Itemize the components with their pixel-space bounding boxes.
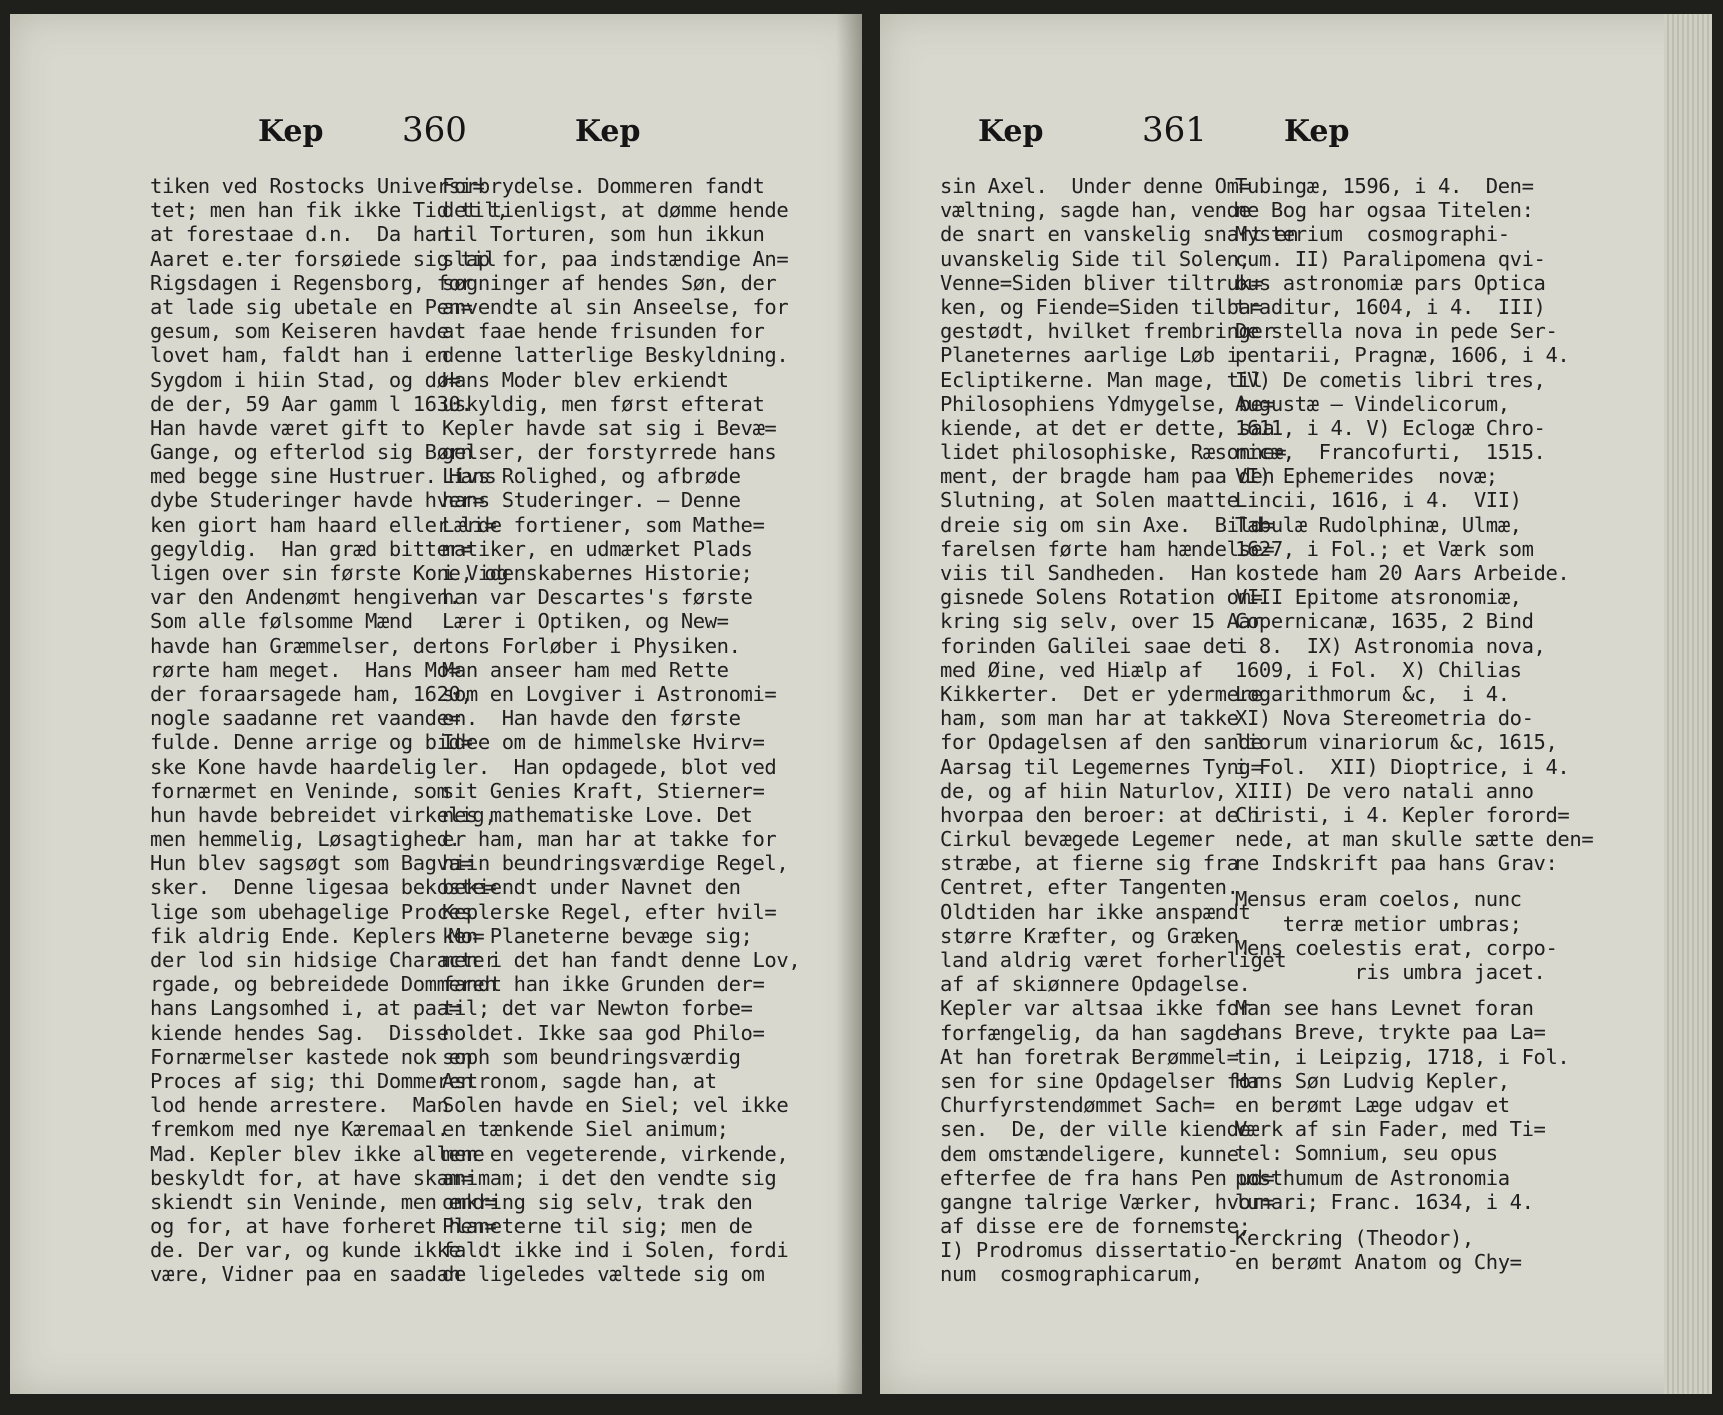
text-line: men en vegeterende, virkende, xyxy=(442,1141,789,1166)
text-line: Mysterium cosmographi- xyxy=(1235,222,1510,247)
text-line: Slutning, at Solen maatte xyxy=(940,488,1239,513)
text-line: havde han Græmmelser, der xyxy=(150,633,449,658)
text-line: rgade, og bebreidede Dommeren xyxy=(150,972,497,997)
text-line: sit Genies Kraft, Stierner= xyxy=(442,778,765,803)
text-line: tons Forløber i Physiken. xyxy=(442,633,741,658)
text-line: holdet. Ikke saa god Philo= xyxy=(442,1020,765,1045)
text-line: ken giort ham haard eller li= xyxy=(150,512,497,537)
text-line: anvendte al sin Anseelse, for xyxy=(442,294,789,319)
text-line: er ham, man har at takke for xyxy=(442,827,777,852)
text-line: terræ metior umbras; xyxy=(1235,911,1522,936)
text-line: ske Kone havde haardelig xyxy=(150,754,437,779)
text-line: Mens coelestis erat, corpo- xyxy=(1235,935,1558,960)
text-line: gangne talrige Værker, hvor= xyxy=(940,1189,1275,1214)
text-line: XIII) De vero natali anno xyxy=(1235,778,1534,803)
text-line: At han foretrak Berømmel= xyxy=(940,1044,1239,1069)
left-page xyxy=(10,14,862,1394)
text-line: beskyldt for, at have skam= xyxy=(150,1165,473,1190)
text-line: dem omstændeligere, kunne xyxy=(940,1141,1239,1166)
text-line: land aldrig været forherliget xyxy=(940,948,1287,972)
text-line: Kepler havde sat sig i Bevæ= xyxy=(442,415,777,440)
text-line: de, og af hiin Naturlov, xyxy=(940,778,1227,803)
text-line: bekiendt under Navnet den xyxy=(442,875,741,900)
text-line: af disse ere de fornemste; xyxy=(940,1214,1251,1239)
text-line: soph som beundringsværdig xyxy=(442,1044,741,1069)
text-line: Forbrydelse. Dommeren fandt xyxy=(442,174,765,198)
text-line: de der, 59 Aar gamm l 1630. xyxy=(150,391,473,416)
text-line: Centret, efter Tangenten. xyxy=(940,875,1239,900)
text-line: nogle saadanne ret vaande= xyxy=(150,706,461,731)
text-line: de ligeledes væltede sig om xyxy=(442,1262,765,1287)
text-line: fulde. Denne arrige og bid= xyxy=(150,730,473,755)
text-line: I) Prodromus dissertatio- xyxy=(940,1238,1239,1263)
text-line: de. Der var, og kunde ikke xyxy=(150,1238,461,1263)
text-line: Venne=Siden bliver tiltruk= xyxy=(940,270,1263,295)
text-line: større Kræfter, og Græken xyxy=(940,923,1239,948)
paragraph-gap xyxy=(1235,1214,1535,1226)
text-line: Livs Rolighed, og afbrøde xyxy=(442,464,741,489)
text-line: Som alle følsomme Mænd xyxy=(150,609,413,634)
text-line: rørte ham meget. Hans Mo= xyxy=(150,657,461,682)
text-line: ne Bog har ogsaa Titelen: xyxy=(1235,198,1534,223)
text-line: kostede ham 20 Aars Arbeide. xyxy=(1235,561,1570,585)
text-line: Copernicanæ, 1635, 2 Bind xyxy=(1235,609,1534,634)
text-line: tin, i Leipzig, 1718, i Fol. xyxy=(1235,1044,1570,1069)
text-line: at faae hende frisunden for xyxy=(442,319,765,344)
text-line: Churfyrstendømmet Sach= xyxy=(940,1093,1215,1118)
text-line: nicæ, Francofurti, 1515. xyxy=(1235,440,1546,465)
page-number: 360 xyxy=(402,110,467,150)
text-line: en berømt Læge udgav et xyxy=(1235,1092,1510,1117)
text-line: ment, der bragde ham paa den xyxy=(940,464,1275,489)
text-line: Ecliptikerne. Man mage, til xyxy=(940,367,1263,392)
text-line: slap for, paa indstændige An= xyxy=(442,246,789,271)
text-line: viis til Sandheden. Han xyxy=(940,561,1227,585)
text-line: Idee om de himmelske Hvirv= xyxy=(442,730,765,755)
text-line: Mad. Kepler blev ikke allene xyxy=(150,1141,485,1166)
text-line: Aaret e.ter forsøiede sig til xyxy=(150,246,497,271)
text-line: cum. II) Paralipomena qvi- xyxy=(1235,246,1546,271)
text-line: for Opdagelsen af den sande xyxy=(940,730,1263,755)
text-line: kiende hendes Sag. Disse xyxy=(150,1020,449,1045)
text-line: faldt ikke ind i Solen, fordi xyxy=(442,1238,789,1263)
text-line: Solen havde en Siel; vel ikke xyxy=(442,1093,789,1118)
text-line: lod hende arrestere. Man xyxy=(150,1093,449,1118)
text-line: tet; men han fik ikke Tid til, xyxy=(150,198,509,223)
text-line: lidet philosophiske, Ræsonne= xyxy=(940,440,1287,465)
text-line: stræbe, at fierne sig fra xyxy=(940,851,1239,876)
text-line: posthumum de Astronomia xyxy=(1235,1165,1510,1190)
text-line: uvanskelig Side til Solen; xyxy=(940,246,1251,271)
text-line: det tienligst, at dømme hende xyxy=(442,198,789,223)
text-line: Kikkerter. Det er ydermere xyxy=(940,681,1263,706)
text-line: at forestaae d.n. Da han xyxy=(150,222,449,247)
text-line: Tabulæ Rudolphinæ, Ulmæ, xyxy=(1235,512,1522,537)
text-line: sen for sine Opdagelser for xyxy=(940,1068,1263,1093)
text-line: at lade sig ubetale en Pen= xyxy=(150,294,473,319)
text-line: forfængelig, da han sagde: xyxy=(940,1020,1251,1045)
text-line: dybe Studeringer havde hver= xyxy=(150,488,485,513)
text-line: tel: Somnium, seu opus xyxy=(1235,1141,1498,1166)
text-line: men hemmelig, Løsagtighed. xyxy=(150,827,461,852)
text-line: Hans Moder blev erkiendt xyxy=(442,367,729,392)
text-line: VIII Epitome atsronomiæ, xyxy=(1235,585,1522,610)
text-line: hun havde bebreidet virkelig, xyxy=(150,802,497,827)
text-line: hiin beundringsværdige Regel, xyxy=(442,851,789,876)
text-line: pentarii, Pragnæ, 1606, i 4. xyxy=(1235,343,1570,368)
text-line: gelser, der forstyrrede hans xyxy=(442,440,777,465)
text-line: uskyldig, men først efterat xyxy=(442,391,765,416)
text-line: ne Indskrift paa hans Grav: xyxy=(1235,851,1558,876)
text-line: VI) Ephemerides novæ; xyxy=(1235,464,1498,489)
text-line: Kepler var altsaa ikke for xyxy=(940,996,1251,1021)
text-line: lovet ham, faldt han i en xyxy=(150,343,449,368)
text-line: 1609, i Fol. X) Chilias xyxy=(1235,657,1522,682)
text-line: Proces af sig; thi Dommeren xyxy=(150,1068,473,1093)
text-line: 1611, i 4. V) Eclogæ Chro- xyxy=(1235,415,1546,440)
text-line: ris umbra jacet. xyxy=(1235,960,1546,984)
text-line: Kerckring (Theodor), xyxy=(1235,1225,1474,1250)
text-line: som en Lovgiver i Astronomi= xyxy=(442,681,777,706)
text-line: i 8. IX) Astronomia nova, xyxy=(1235,633,1546,658)
text-line: Oldtiden har ikke anspændt xyxy=(940,899,1251,924)
text-line: gegyldig. Han græd bitter= xyxy=(150,536,473,561)
text-line: De stella nova in pede Ser- xyxy=(1235,319,1558,344)
text-line: Planeternes aarlige Løb i xyxy=(940,343,1239,368)
text-line: Gange, og efterlod sig Børn xyxy=(150,440,473,465)
text-line: hans Langsomhed i, at paa= xyxy=(150,996,461,1021)
text-line: animam; i det den vendte sig xyxy=(442,1165,777,1190)
text-line: matiker, en udmærket Plads xyxy=(442,536,753,561)
text-line: XI) Nova Stereometria do- xyxy=(1235,706,1534,731)
text-line: Rigsdagen i Regensborg, for xyxy=(150,270,473,295)
running-head-left: Kep xyxy=(258,114,324,149)
text-line: Man see hans Levnet foran xyxy=(1235,996,1534,1021)
text-line: var den Andenømt hengiven. xyxy=(150,585,461,610)
text-line: Philosophiens Ydmygelse, be= xyxy=(940,391,1275,416)
text-line: en berømt Anatom og Chy= xyxy=(1235,1250,1522,1275)
text-line: liorum vinariorum &c, 1615, xyxy=(1235,730,1558,755)
text-line: lige som ubehagelige Proces xyxy=(150,899,473,924)
text-line: sen. De, der ville kiende xyxy=(940,1117,1251,1142)
text-line: Mensus eram coelos, nunc xyxy=(1235,887,1522,912)
paragraph-gap xyxy=(1235,984,1535,996)
text-line: i Videnskabernes Historie; xyxy=(442,561,753,585)
text-line: Planeterne til sig; men de xyxy=(442,1214,753,1239)
text-column-2 xyxy=(442,174,801,1287)
text-line: han var Descartes's første xyxy=(442,585,753,610)
text-line: der foraarsagede ham, 1620, xyxy=(150,681,473,706)
text-line: med Øine, ved Hiælp af xyxy=(940,657,1203,682)
text-line: ler. Han opdagede, blot ved xyxy=(442,754,777,779)
text-line: Astronom, sagde han, at xyxy=(442,1068,717,1093)
text-line: fremkom med nye Kæremaal. xyxy=(150,1117,449,1142)
running-head-left: Kep xyxy=(978,114,1044,149)
text-line: Hans Søn Ludvig Kepler, xyxy=(1235,1068,1510,1093)
text-line: ken Planeterne bevæge sig; xyxy=(442,923,753,948)
text-line: Man anseer ham med Rette xyxy=(442,657,729,682)
text-line: gisnede Solens Rotation om= xyxy=(940,585,1263,610)
text-line: Tubingæ, 1596, i 4. Den= xyxy=(1235,174,1534,198)
text-line: IV) De cometis libri tres, xyxy=(1235,367,1546,392)
text-line: Augustæ — Vindelicorum, xyxy=(1235,391,1510,416)
text-line: Cirkul bevægede Legemer xyxy=(940,827,1215,852)
text-line: efterfee de fra hans Pen ud= xyxy=(940,1165,1275,1190)
text-line: være, Vidner paa en saadan xyxy=(150,1262,461,1287)
text-line: en. Han havde den første xyxy=(442,706,741,731)
text-line: Aarsag til Legemernes Tyng= xyxy=(940,754,1263,779)
text-line: ligen over sin første Kone, og xyxy=(150,561,509,585)
text-line: hans Breve, trykte paa La= xyxy=(1235,1020,1546,1045)
text-line: skiendt sin Veninde, men end= xyxy=(150,1189,497,1214)
text-line: omkring sig selv, trak den xyxy=(442,1189,753,1214)
text-line: Værk af sin Fader, med Ti= xyxy=(1235,1117,1546,1142)
text-line: hvorpaa den beroer: at de i xyxy=(940,802,1263,827)
text-line: dreie sig om sin Axe. Bild= xyxy=(940,512,1275,537)
text-line: med begge sine Hustruer. Hans xyxy=(150,464,497,489)
text-line: 1627, i Fol.; et Værk som xyxy=(1235,536,1534,561)
text-line: farelsen førte ham hændelse= xyxy=(940,536,1275,561)
text-line: traditur, 1604, i 4. III) xyxy=(1235,294,1546,319)
text-line: nede, at man skulle sætte den= xyxy=(1235,827,1594,852)
text-line: lunari; Franc. 1634, i 4. xyxy=(1235,1189,1534,1214)
text-line: til Torturen, som hun ikkun xyxy=(442,222,765,247)
text-line: Fornærmelser kastede nok en xyxy=(150,1044,473,1069)
text-line: hans Studeringer. — Denne xyxy=(442,488,741,513)
running-head-right: Kep xyxy=(1284,114,1350,149)
text-line: fornærmet en Veninde, som xyxy=(150,778,449,803)
text-line: bus astronomiæ pars Optica xyxy=(1235,270,1546,295)
text-line: Christi, i 4. Kepler forord= xyxy=(1235,802,1570,827)
text-line: Logarithmorum &c, i 4. xyxy=(1235,681,1510,706)
text-line: ken, og Fiende=Siden tilba= xyxy=(940,294,1263,319)
text-line: kring sig selv, over 15 Aar xyxy=(940,609,1263,634)
text-line: til; det var Newton forbe= xyxy=(442,996,753,1021)
text-line: Han havde været gift to xyxy=(150,415,425,440)
text-line: de snart en vanskelig snart en xyxy=(940,222,1299,247)
text-line: Lærde fortiener, som Mathe= xyxy=(442,512,765,537)
text-line: nes mathematiske Love. Det xyxy=(442,802,753,827)
text-line: forinden Galilei saae det xyxy=(940,633,1239,658)
text-line: num cosmographicarum, xyxy=(940,1262,1203,1287)
text-line: væltning, sagde han, vende xyxy=(940,198,1251,223)
text-line: der lod sin hidsige Character xyxy=(150,948,497,972)
text-line: gestødt, hvilket frembringer xyxy=(940,319,1275,344)
text-line: sker. Denne ligesaa bekoste= xyxy=(150,875,497,900)
paragraph-gap xyxy=(1235,875,1535,887)
text-line: i Fol. XII) Dioptrice, i 4. xyxy=(1235,754,1570,779)
text-column-2 xyxy=(1235,174,1594,1275)
text-line: denne latterlige Beskyldning. xyxy=(442,343,789,368)
right-page xyxy=(880,14,1712,1394)
text-line: ham, som man har at takke xyxy=(940,706,1239,731)
text-column-1 xyxy=(940,174,1299,1287)
text-line: og for, at have forheret hen= xyxy=(150,1214,497,1239)
page-number: 361 xyxy=(1142,110,1207,150)
text-line: af af skiønnere Opdagelse. xyxy=(940,972,1251,997)
text-line: Lincii, 1616, i 4. VII) xyxy=(1235,488,1522,513)
text-line: fandt han ikke Grunden der= xyxy=(442,972,765,997)
text-line: gesum, som Keiseren havde xyxy=(150,319,449,344)
text-line: en tænkende Siel animum; xyxy=(442,1117,729,1142)
text-line: Lærer i Optiken, og New= xyxy=(442,609,729,634)
text-line: men i det han fandt denne Lov, xyxy=(442,948,801,972)
text-line: fik aldrig Ende. Keplers Mo= xyxy=(150,923,485,948)
text-line: Hun blev sagsøgt som Bagva= xyxy=(150,851,473,876)
text-line: sin Axel. Under denne Om= xyxy=(940,174,1251,198)
text-line: søgninger af hendes Søn, der xyxy=(442,270,777,295)
text-column-1 xyxy=(150,174,509,1287)
text-line: tiken ved Rostocks Universi= xyxy=(150,174,485,198)
running-head-right: Kep xyxy=(575,114,641,149)
text-line: Sygdom i hiin Stad, og dø= xyxy=(150,367,461,392)
text-line: kiende, at det er dette, saa xyxy=(940,415,1275,440)
text-line: Keplerske Regel, efter hvil= xyxy=(442,899,777,924)
